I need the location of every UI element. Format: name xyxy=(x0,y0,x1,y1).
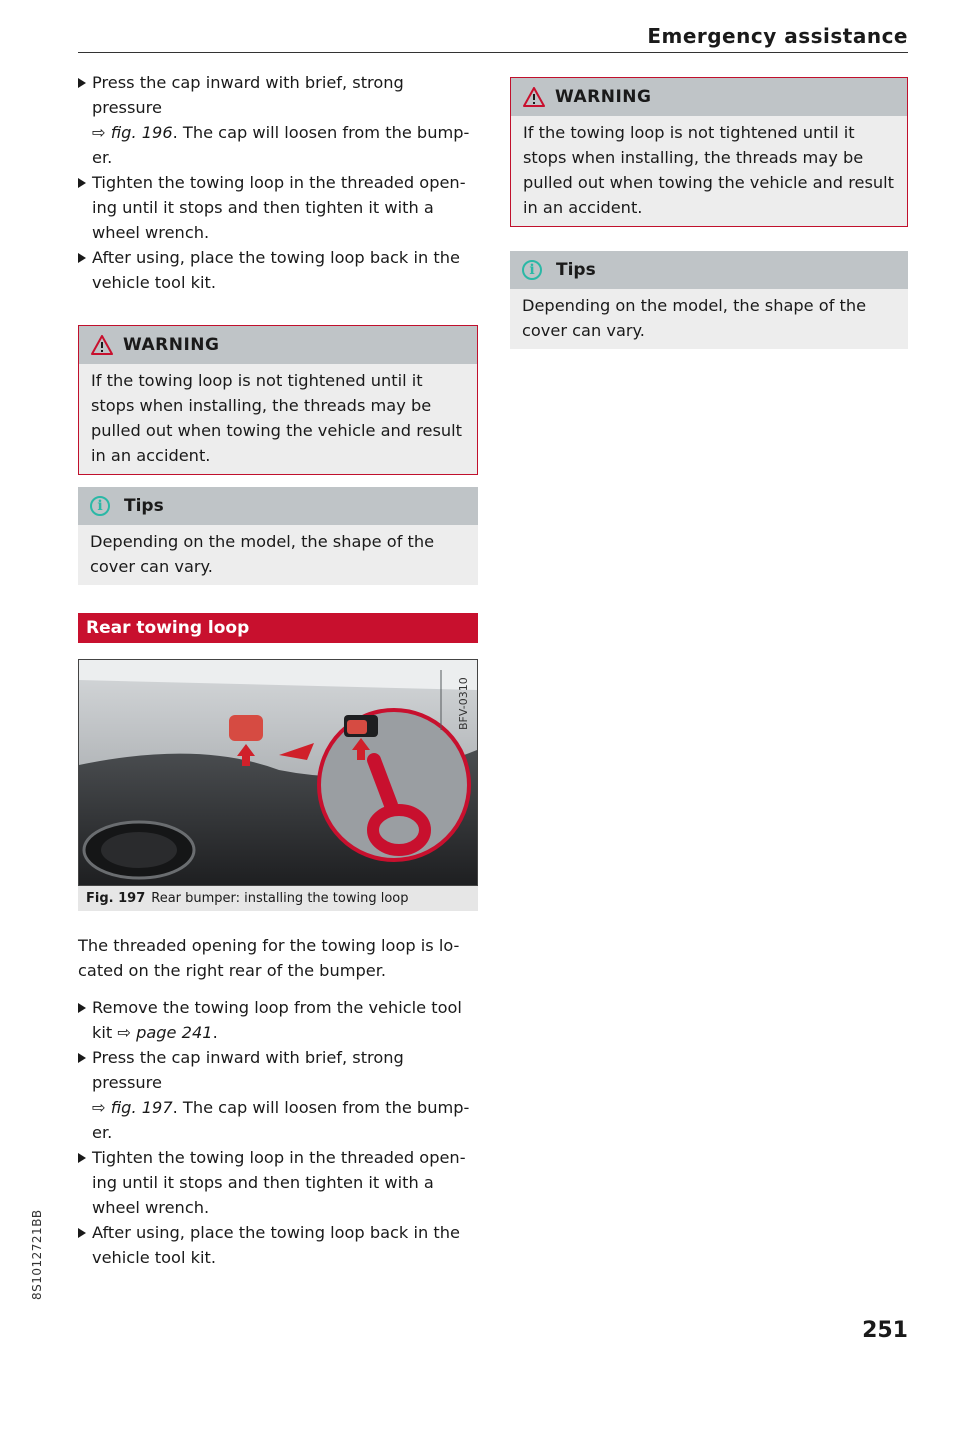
bullet-triangle-icon xyxy=(78,1153,86,1163)
bullet-triangle-icon xyxy=(78,178,86,188)
warning-box xyxy=(510,77,908,227)
warning-text: If the towing loop is not tightened until it stops when installing, the threads may be pulled out when towing the vehicle and result in an accident. xyxy=(91,371,463,465)
bullet-triangle-icon xyxy=(78,1053,86,1063)
tips-header xyxy=(78,487,478,525)
left-column xyxy=(78,70,478,1270)
bullet-triangle-icon xyxy=(78,1228,86,1238)
steps-list-top xyxy=(78,70,478,295)
warning-title: WARNING xyxy=(123,335,220,355)
warning-box xyxy=(78,325,478,475)
section-title: Rear towing loop xyxy=(78,613,478,643)
intro-paragraph: The threaded opening for the towing loop is lo- cated on the right rear of the bumper. xyxy=(78,936,460,980)
figure-label: Fig. 197 xyxy=(86,891,146,906)
list-item: Tighten the towing loop in the threaded open- ing until it stops and then tighten it with a wheel wrench. xyxy=(78,170,478,245)
page-number: 251 xyxy=(862,1318,908,1343)
warning-header xyxy=(511,78,907,116)
list-item: Remove the towing loop from the vehicle tool kit ⇨ page 241. xyxy=(78,995,478,1045)
figure-code: BFV-0310 xyxy=(457,677,470,730)
document-code-vertical: 8S1012721BB xyxy=(30,1209,44,1300)
list-item: After using, place the towing loop back in the vehicle tool kit. xyxy=(78,1220,478,1270)
warning-header xyxy=(79,326,477,364)
tips-header xyxy=(510,251,908,289)
tips-title: Tips xyxy=(556,260,596,280)
steps-list-bottom xyxy=(78,995,478,1270)
figure-caption: Fig. 197 Rear bumper: installing the towing loop xyxy=(78,886,478,911)
warning-title: WARNING xyxy=(555,87,652,107)
tips-box xyxy=(78,487,478,585)
list-item: Tighten the towing loop in the threaded open- ing until it stops and then tighten it with a wheel wrench. xyxy=(78,1145,478,1220)
tips-box xyxy=(510,251,908,349)
bullet-triangle-icon xyxy=(78,1003,86,1013)
warning-triangle-icon xyxy=(523,87,545,107)
figure-reference[interactable]: ⇨ fig. 196 xyxy=(92,123,173,142)
list-item: Press the cap inward with brief, strong pressure ⇨ fig. 197. The cap will loosen from the bump- er. xyxy=(78,1045,478,1145)
figure-rear-bumper xyxy=(78,659,478,886)
list-item: Press the cap inward with brief, strong pressure ⇨ fig. 196. The cap will loosen from the bump- er. xyxy=(78,70,478,170)
warning-text: If the towing loop is not tightened until it stops when installing, the threads may be pulled out when towing the vehicle and result in an accident. xyxy=(523,123,895,217)
info-icon: i xyxy=(90,496,110,516)
tips-text: Depending on the model, the shape of the cover can vary. xyxy=(522,296,867,340)
warning-triangle-icon xyxy=(91,335,113,355)
tips-title: Tips xyxy=(124,496,164,516)
page-reference[interactable]: ⇨ page 241 xyxy=(117,1023,213,1042)
bullet-triangle-icon xyxy=(78,253,86,263)
bullet-triangle-icon xyxy=(78,78,86,88)
figure-reference[interactable]: ⇨ fig. 197 xyxy=(92,1098,173,1117)
list-item: After using, place the towing loop back in the vehicle tool kit. xyxy=(78,245,478,295)
header-divider xyxy=(78,52,908,53)
info-icon: i xyxy=(522,260,542,280)
page-header-title: Emergency assistance xyxy=(647,24,908,48)
right-column xyxy=(510,77,908,349)
rear-bumper-illustration xyxy=(79,660,477,885)
tips-text: Depending on the model, the shape of the cover can vary. xyxy=(90,532,435,576)
